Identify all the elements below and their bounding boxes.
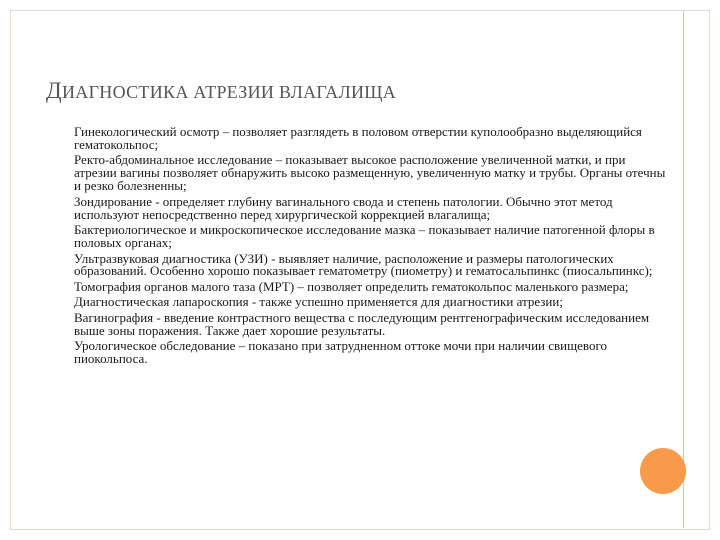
bullet-text: Бактериологическое и микроскопическое исследование мазка – показывает наличие патогенной флоры в половых органах; bbox=[74, 222, 655, 251]
bullet-text: Ректо-абдоминальное исследование – показывает высокое расположение увеличенной матки, и при атрезии вагины позволяет обнаружить высоко размещенную, увеличенную матку и трубы. Органы отечны и резко болезненны; bbox=[74, 152, 666, 194]
list-item bbox=[28, 340, 668, 366]
slide-title-initial: Д bbox=[46, 78, 62, 103]
bullet-text: Томография органов малого таза (МРТ) – позволяет определить гематокольпос маленького размера; bbox=[74, 278, 629, 294]
slide-title-rest: ИАГНОСТИКА АТРЕЗИИ ВЛАГАЛИЩА bbox=[62, 82, 397, 102]
bullet-text: Диагностическая лапароскопия - также успешно применяется для диагностики атрезии; bbox=[74, 294, 563, 310]
list-item bbox=[28, 309, 668, 338]
bullet-text: Ультразвуковая диагностика (УЗИ) - выявляет наличие, расположение и размеры патологических образований. Особенно хорошо показывает гематометру (пиометру) и гематосальпинкс (пиосальпинкс); bbox=[74, 250, 653, 279]
list-item bbox=[28, 250, 668, 279]
list-item bbox=[28, 224, 668, 250]
bullet-text: Вагинография - введение контрастного вещества с последующим рентгенографическим исследованием выше зоны поражения. Также дает хорошие результаты. bbox=[74, 309, 650, 338]
slide-title bbox=[46, 78, 396, 104]
bullet-text: Гинекологический осмотр – позволяет разглядеть в половом отверстии куполообразно выделяющийся гематокольпос; bbox=[74, 124, 642, 152]
vertical-divider bbox=[683, 10, 684, 528]
list-item bbox=[28, 193, 668, 222]
bullet-text: Зондирование - определяет глубину вагинального свода и степень патологии. Обычно этот метод используют непосредственно перед хирургической коррекцией влагалища; bbox=[74, 193, 613, 222]
bullet-text: Урологическое обследование – показано при затрудненном оттоке мочи при наличии свищевого пиокольпоса. bbox=[74, 338, 607, 367]
bullet-list bbox=[28, 126, 668, 369]
decorative-circle bbox=[640, 448, 686, 494]
list-item bbox=[28, 154, 668, 193]
list-item bbox=[28, 278, 668, 294]
list-item bbox=[28, 126, 668, 152]
list-item bbox=[28, 296, 668, 309]
